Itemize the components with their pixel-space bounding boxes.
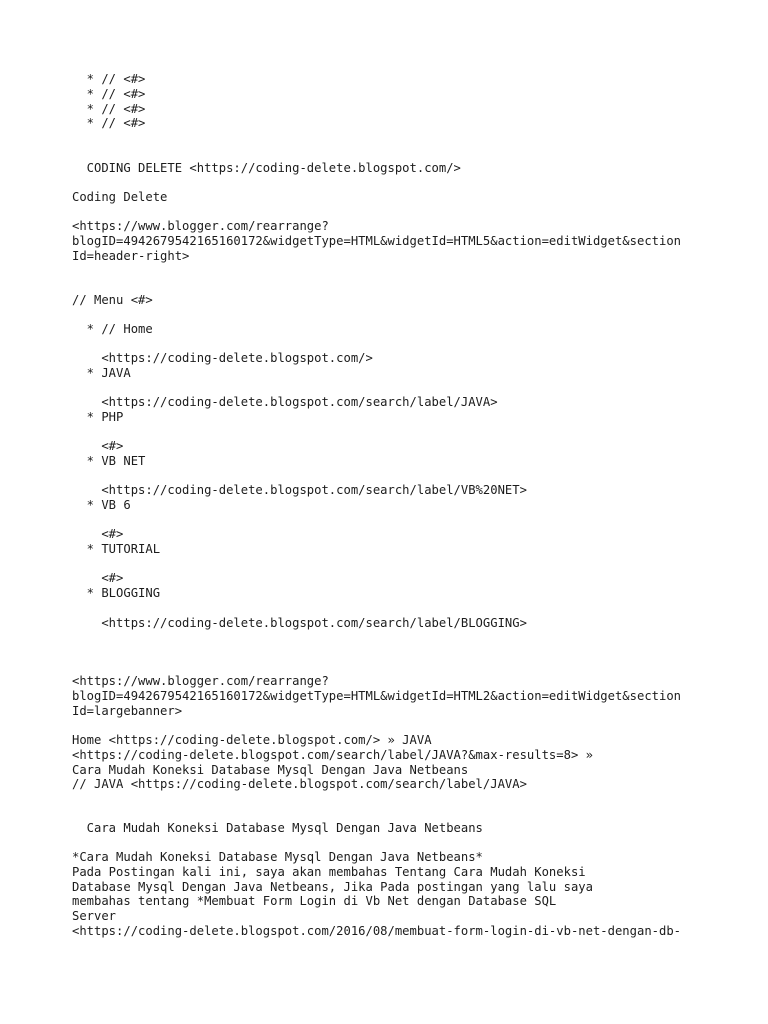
menu-item-blogging[interactable]: * BLOGGING <box>72 586 161 600</box>
menu-item-vb-net-url[interactable]: <https://coding-delete.blogspot.com/search/label/VB%20NET> <box>72 483 527 497</box>
menu-item-vb-net[interactable]: * VB NET <box>72 454 146 468</box>
site-name: Coding Delete <box>72 190 168 204</box>
top-nav-link-2[interactable]: * // <#> <box>72 87 146 101</box>
breadcrumb-line-1[interactable]: Home <https://coding-delete.blogspot.com/> » JAVA <box>72 733 432 747</box>
post-body-line-5: Server <box>72 909 117 923</box>
menu-item-blogging-url[interactable]: <https://coding-delete.blogspot.com/search/label/BLOGGING> <box>72 616 527 630</box>
menu-item-java[interactable]: * JAVA <box>72 366 131 380</box>
post-body-link[interactable]: <https://coding-delete.blogspot.com/2016/08/membuat-form-login-di-vb-net-dengan-db- <box>72 924 682 938</box>
largebanner-link-line-3[interactable]: Id=largebanner> <box>72 704 183 718</box>
header-rearrange-link-line-2[interactable]: blogID=4942679542165160172&widgetType=HTML&widgetId=HTML5&action=editWidget&section <box>72 234 682 248</box>
post-label-java[interactable]: // JAVA <https://coding-delete.blogspot.com/search/label/JAVA> <box>72 777 527 791</box>
top-nav-link-4[interactable]: * // <#> <box>72 116 146 130</box>
post-body-line-3: Database Mysql Dengan Java Netbeans, Jika Pada postingan yang lalu saya <box>72 880 593 894</box>
menu-item-vb-6[interactable]: * VB 6 <box>72 498 131 512</box>
site-title-link[interactable]: CODING DELETE <https://coding-delete.blogspot.com/> <box>72 161 461 175</box>
menu-item-home[interactable]: * // Home <box>72 322 153 336</box>
menu-item-tutorial[interactable]: * TUTORIAL <box>72 542 161 556</box>
top-nav-link-3[interactable]: * // <#> <box>72 102 146 116</box>
largebanner-link-line-2[interactable]: blogID=4942679542165160172&widgetType=HTML&widgetId=HTML2&action=editWidget&section <box>72 689 682 703</box>
post-body-line-4: membahas tentang *Membuat Form Login di Vb Net dengan Database SQL <box>72 894 557 908</box>
header-rearrange-link-line-3[interactable]: Id=header-right> <box>72 249 190 263</box>
menu-item-vb-6-url[interactable]: <#> <box>72 527 124 541</box>
menu-item-tutorial-url[interactable]: <#> <box>72 571 124 585</box>
post-body-line-1: *Cara Mudah Koneksi Database Mysql Dengan Java Netbeans* <box>72 850 483 864</box>
post-title: Cara Mudah Koneksi Database Mysql Dengan Java Netbeans <box>72 821 483 835</box>
header-rearrange-link-line-1[interactable]: <https://www.blogger.com/rearrange? <box>72 219 329 233</box>
largebanner-link-line-1[interactable]: <https://www.blogger.com/rearrange? <box>72 674 329 688</box>
menu-item-php-url[interactable]: <#> <box>72 439 124 453</box>
menu-item-java-url[interactable]: <https://coding-delete.blogspot.com/search/label/JAVA> <box>72 395 498 409</box>
menu-title[interactable]: // Menu <#> <box>72 293 153 307</box>
top-nav-link-1[interactable]: * // <#> <box>72 72 146 86</box>
post-body-line-2: Pada Postingan kali ini, saya akan membahas Tentang Cara Mudah Koneksi <box>72 865 586 879</box>
menu-item-home-url[interactable]: <https://coding-delete.blogspot.com/> <box>72 351 373 365</box>
breadcrumb-line-2[interactable]: <https://coding-delete.blogspot.com/search/label/JAVA?&max-results=8> » <box>72 748 593 762</box>
breadcrumb-line-3: Cara Mudah Koneksi Database Mysql Dengan Java Netbeans <box>72 763 469 777</box>
menu-item-php[interactable]: * PHP <box>72 410 124 424</box>
